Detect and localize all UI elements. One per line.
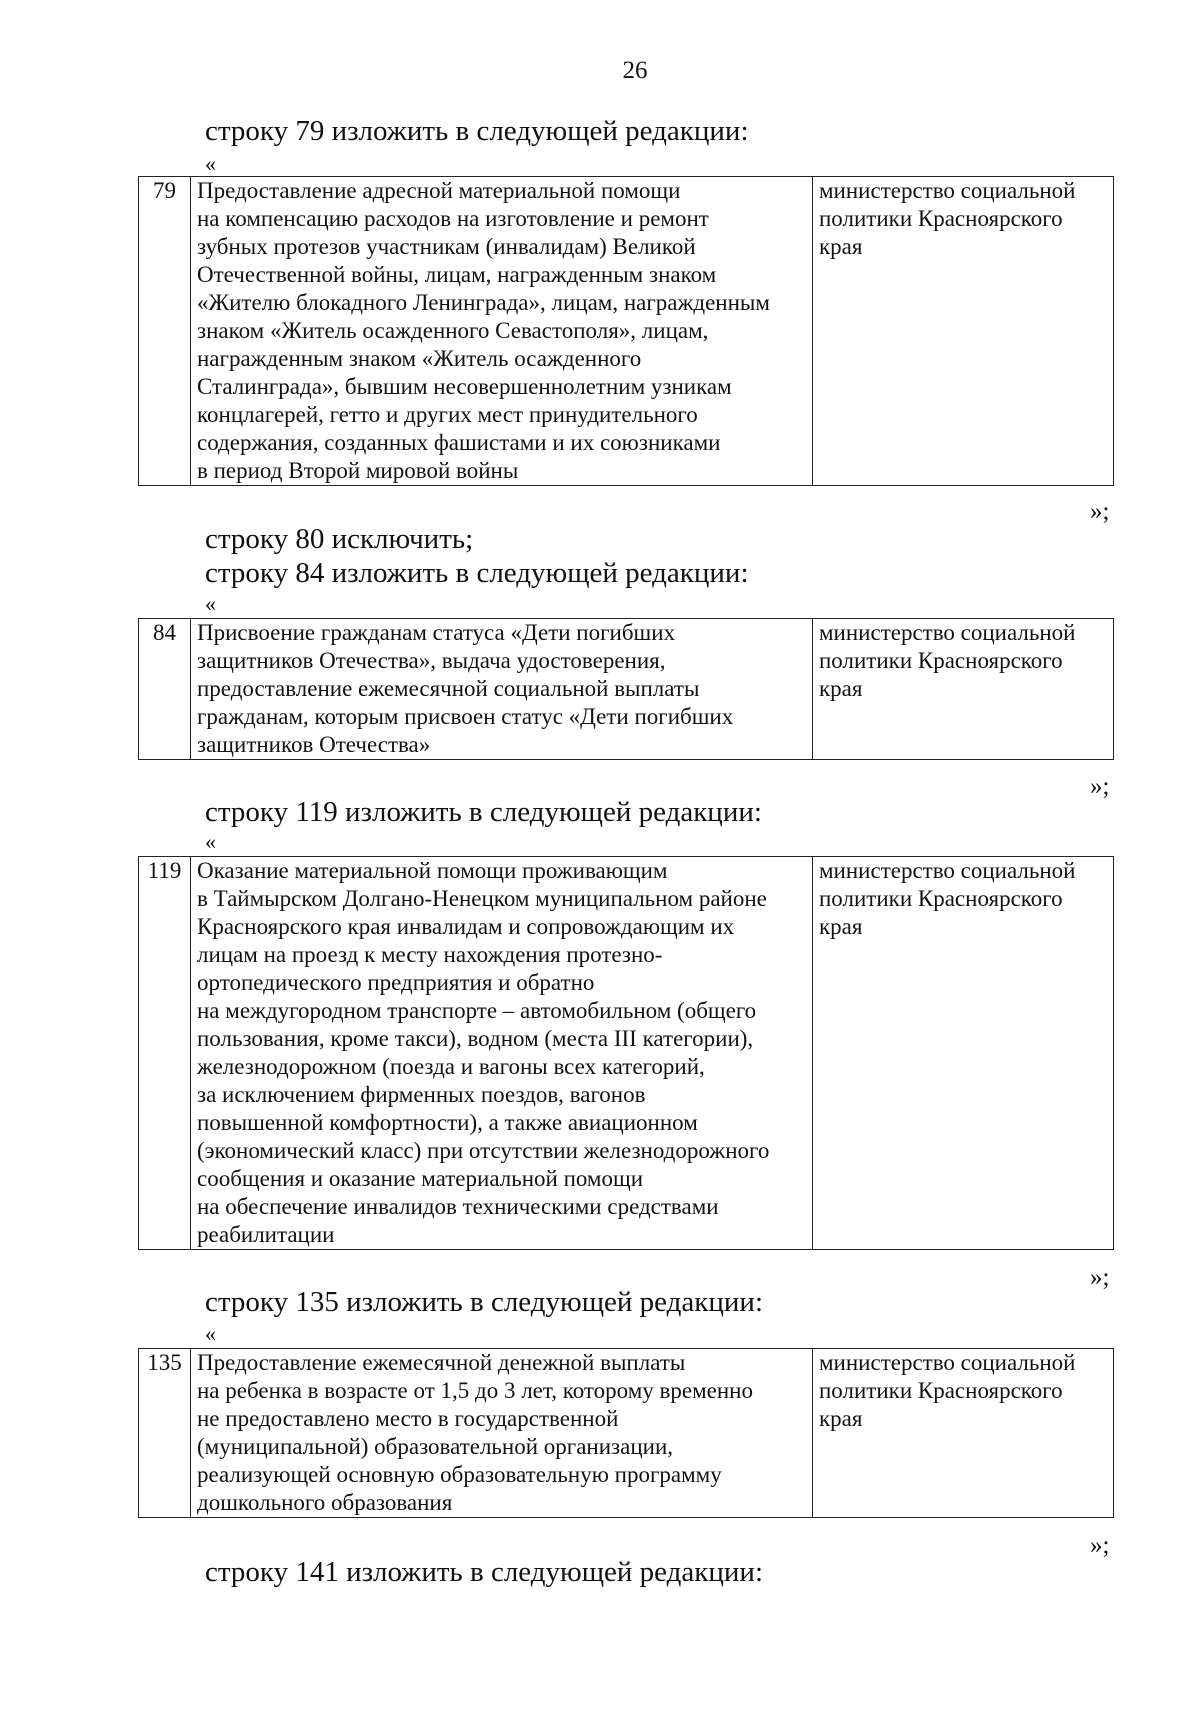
open-quote: « xyxy=(205,151,216,176)
row-description xyxy=(191,619,813,760)
description-line: зубных протезов участникам (инвалидам) Великой xyxy=(197,234,696,259)
description-line: пользования, кроме такси), водном (места III категории), xyxy=(197,1026,754,1051)
instruction-row-79: строку 79 изложить в следующей редакции: xyxy=(205,115,749,147)
row-ministry xyxy=(813,619,1114,760)
description-line: в период Второй мировой войны xyxy=(197,458,519,483)
description-line: на компенсацию расходов на изготовление и ремонт xyxy=(197,206,709,231)
description-line: железнодорожном (поезда и вагоны всех категорий, xyxy=(197,1054,705,1079)
row-number: 135 xyxy=(139,1349,191,1518)
table-row xyxy=(139,857,1114,1250)
close-quote: »; xyxy=(1090,773,1110,800)
description-line: гражданам, которым присвоен статус «Дети погибших xyxy=(197,704,734,729)
description-line: не предоставлено место в государственной xyxy=(197,1406,619,1431)
description-line: Предоставление ежемесячной денежной выплаты xyxy=(197,1350,686,1375)
description-line: в Таймырском Долгано-Ненецком муниципальном районе xyxy=(197,886,767,911)
row-description xyxy=(191,857,813,1250)
ministry-line: министерство социальной xyxy=(819,620,1076,645)
open-quote: « xyxy=(205,829,216,854)
close-quote: »; xyxy=(1090,498,1110,525)
description-line: Сталинграда», бывшим несовершеннолетним узникам xyxy=(197,374,732,399)
ministry-line: политики Красноярского xyxy=(819,1378,1063,1403)
description-line: предоставление ежемесячной социальной выплаты xyxy=(197,676,700,701)
description-line: (муниципальной) образовательной организации, xyxy=(197,1434,674,1459)
description-line: содержания, созданных фашистами и их союзниками xyxy=(197,430,721,455)
description-line: концлагерей, гетто и других мест принудительного xyxy=(197,402,698,427)
ministry-line: политики Красноярского xyxy=(819,648,1063,673)
row-description xyxy=(191,177,813,486)
instruction-row-119: строку 119 изложить в следующей редакции: xyxy=(205,796,762,828)
description-line: реализующей основную образовательную программу xyxy=(197,1462,722,1487)
description-line: реабилитации xyxy=(197,1222,335,1247)
ministry-line: политики Красноярского xyxy=(819,206,1063,231)
description-line: Оказание материальной помощи проживающим xyxy=(197,858,668,883)
amendment-table-row-135 xyxy=(138,1348,1114,1518)
description-line: знаком «Житель осажденного Севастополя», лицам, xyxy=(197,318,709,343)
description-line: на обеспечение инвалидов техническими средствами xyxy=(197,1194,719,1219)
description-line: защитников Отечества», выдача удостоверения, xyxy=(197,648,666,673)
ministry-line: министерство социальной xyxy=(819,858,1076,883)
instruction-row-141: строку 141 изложить в следующей редакции: xyxy=(205,1556,763,1588)
table-row xyxy=(139,1349,1114,1518)
description-line: на ребенка в возрасте от 1,5 до 3 лет, которому временно xyxy=(197,1378,753,1403)
description-line: повышенной комфортности), а также авиационном xyxy=(197,1110,698,1135)
description-line: на междугородном транспорте – автомобильном (общего xyxy=(197,998,757,1023)
ministry-line: края xyxy=(819,234,863,259)
amendment-table-row-119 xyxy=(138,856,1114,1250)
amendment-table-row-84 xyxy=(138,618,1114,760)
instruction-row-84: строку 84 изложить в следующей редакции: xyxy=(205,557,749,589)
instruction-row-80: строку 80 исключить; xyxy=(205,523,474,555)
description-line: Предоставление адресной материальной помощи xyxy=(197,178,681,203)
description-line: ортопедического предприятия и обратно xyxy=(197,970,595,995)
ministry-line: министерство социальной xyxy=(819,1350,1076,1375)
amendment-table-row-79 xyxy=(138,176,1114,486)
table-row xyxy=(139,619,1114,760)
row-ministry xyxy=(813,1349,1114,1518)
row-number: 84 xyxy=(139,619,191,760)
table-row xyxy=(139,177,1114,486)
ministry-line: края xyxy=(819,676,863,701)
description-line: Отечественной войны, лицам, награжденным знаком xyxy=(197,262,717,287)
description-line: лицам на проезд к месту нахождения протезно- xyxy=(197,942,663,967)
page-number: 26 xyxy=(622,57,648,84)
row-description xyxy=(191,1349,813,1518)
ministry-line: края xyxy=(819,1406,863,1431)
description-line: награжденным знаком «Житель осажденного xyxy=(197,346,642,371)
open-quote: « xyxy=(205,591,216,616)
description-line: сообщения и оказание материальной помощи xyxy=(197,1166,644,1191)
description-line: за исключением фирменных поездов, вагонов xyxy=(197,1082,646,1107)
description-line: «Жителю блокадного Ленинграда», лицам, награжденным xyxy=(197,290,770,315)
ministry-line: министерство социальной xyxy=(819,178,1076,203)
description-line: дошкольного образования xyxy=(197,1490,453,1515)
description-line: (экономический класс) при отсутствии железнодорожного xyxy=(197,1138,770,1163)
description-line: Присвоение гражданам статуса «Дети погибших xyxy=(197,620,676,645)
ministry-line: политики Красноярского xyxy=(819,886,1063,911)
description-line: Красноярского края инвалидам и сопровождающим их xyxy=(197,914,735,939)
row-ministry xyxy=(813,177,1114,486)
row-number: 119 xyxy=(139,857,191,1250)
row-number: 79 xyxy=(139,177,191,486)
close-quote: »; xyxy=(1090,1532,1110,1559)
ministry-line: края xyxy=(819,914,863,939)
open-quote: « xyxy=(205,1321,216,1346)
close-quote: »; xyxy=(1090,1264,1110,1291)
row-ministry xyxy=(813,857,1114,1250)
instruction-row-135: строку 135 изложить в следующей редакции: xyxy=(205,1286,763,1318)
description-line: защитников Отечества» xyxy=(197,732,431,757)
